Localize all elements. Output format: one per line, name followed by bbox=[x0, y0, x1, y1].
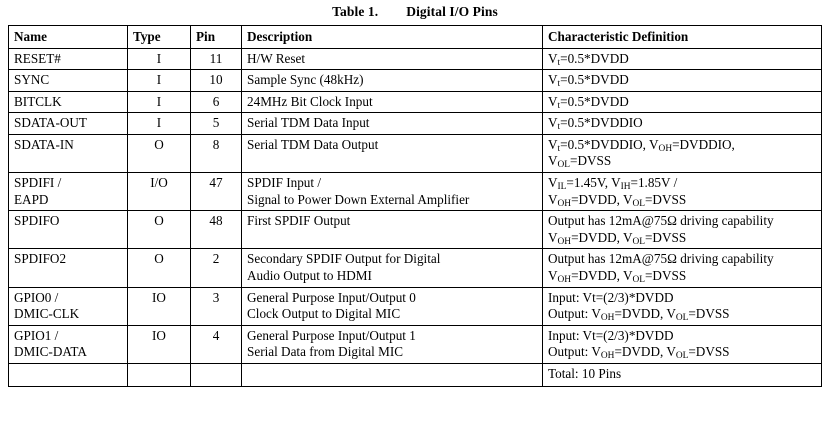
text-line: SPDIFO2 bbox=[14, 251, 67, 267]
text-line: Audio Output to HDMI bbox=[247, 267, 372, 283]
text-line: EAPD bbox=[14, 191, 49, 207]
cell-name bbox=[9, 249, 128, 287]
table-body bbox=[9, 48, 822, 386]
cell-description bbox=[242, 325, 543, 363]
text-line: Signal to Power Down External Amplifier bbox=[247, 191, 470, 207]
text-line: $V_t=0.5*DVDD$ bbox=[548, 93, 629, 111]
table-caption-number: Table 1. bbox=[332, 4, 379, 19]
column-header-name: Name bbox=[9, 26, 128, 49]
text-line: $V_{IL}=1.45V$, $V_{IH}=1.85V$ / bbox=[548, 175, 678, 193]
column-header-type: Type bbox=[128, 26, 191, 49]
cell-pin: 6 bbox=[191, 91, 242, 113]
cell-characteristic bbox=[543, 113, 822, 135]
cell-name bbox=[9, 91, 128, 113]
table-header bbox=[9, 26, 822, 49]
cell-pin: 47 bbox=[191, 173, 242, 211]
table-row bbox=[9, 48, 822, 70]
cell-name bbox=[9, 325, 128, 363]
cell-type: O bbox=[128, 211, 191, 249]
text-line: General Purpose Input/Output 1 bbox=[247, 327, 416, 343]
table-row bbox=[9, 325, 822, 363]
text-line: $V_t=0.5*DVDD$ bbox=[548, 50, 629, 68]
table-row bbox=[9, 211, 822, 249]
text-line: Serial TDM Data Output bbox=[247, 136, 379, 152]
cell-characteristic bbox=[543, 173, 822, 211]
cell-type bbox=[128, 363, 191, 386]
text-line: SDATA-IN bbox=[14, 136, 74, 152]
cell-pin: 5 bbox=[191, 113, 242, 135]
cell-description bbox=[242, 48, 543, 70]
table-row bbox=[9, 134, 822, 172]
cell-pin: 11 bbox=[191, 48, 242, 70]
text-line: Output has 12mA@75Ω driving capability bbox=[548, 251, 774, 267]
cell-description bbox=[242, 70, 543, 92]
text-line: DMIC-DATA bbox=[14, 344, 87, 360]
cell-pin: 2 bbox=[191, 249, 242, 287]
cell-characteristic bbox=[543, 134, 822, 172]
text-line: $V_{OL}=DVSS$ bbox=[548, 153, 612, 171]
table-header-row bbox=[9, 26, 822, 49]
text-line: DMIC-CLK bbox=[14, 306, 80, 322]
cell-type: I bbox=[128, 91, 191, 113]
text-line: $V_{OH}=DVDD$, $V_{OL}=DVSS$ bbox=[548, 191, 687, 209]
table-row bbox=[9, 287, 822, 325]
table-row bbox=[9, 249, 822, 287]
cell-name bbox=[9, 134, 128, 172]
text-line: H/W Reset bbox=[247, 50, 305, 66]
cell-characteristic bbox=[543, 48, 822, 70]
cell-name bbox=[9, 287, 128, 325]
cell-pin: 8 bbox=[191, 134, 242, 172]
text-line: SYNC bbox=[14, 72, 50, 88]
cell-pin: 48 bbox=[191, 211, 242, 249]
cell-description bbox=[242, 363, 543, 386]
cell-pin bbox=[191, 363, 242, 386]
cell-description bbox=[242, 211, 543, 249]
text-line: Clock Output to Digital MIC bbox=[247, 306, 401, 322]
cell-description bbox=[242, 134, 543, 172]
cell-characteristic bbox=[543, 287, 822, 325]
cell-type: I bbox=[128, 113, 191, 135]
table-caption bbox=[0, 4, 830, 20]
column-header-description: Description bbox=[242, 26, 543, 49]
text-line: Output: $V_{OH}=DVDD$, $V_{OL}=DVSS$ bbox=[548, 306, 730, 324]
table-row bbox=[9, 70, 822, 92]
cell-type: IO bbox=[128, 287, 191, 325]
text-line: General Purpose Input/Output 0 bbox=[247, 289, 416, 305]
text-line: Sample Sync (48kHz) bbox=[247, 72, 364, 88]
text-line: RESET# bbox=[14, 50, 61, 66]
table-total-row bbox=[9, 363, 822, 386]
cell-pin: 10 bbox=[191, 70, 242, 92]
cell-name bbox=[9, 113, 128, 135]
cell-description bbox=[242, 91, 543, 113]
document-page bbox=[0, 4, 830, 445]
cell-characteristic bbox=[543, 249, 822, 287]
cell-characteristic bbox=[543, 211, 822, 249]
table-row bbox=[9, 91, 822, 113]
text-line: $V_t=0.5*DVDD$ bbox=[548, 72, 629, 90]
text-line: Output has 12mA@75Ω driving capability bbox=[548, 213, 774, 229]
cell-characteristic bbox=[543, 325, 822, 363]
text-line: SPDIFO bbox=[14, 213, 60, 229]
column-header-characteristic: Characteristic Definition bbox=[543, 26, 822, 49]
text-line: Input: Vt=(2/3)*DVDD bbox=[548, 327, 674, 343]
cell-pin: 3 bbox=[191, 287, 242, 325]
text-line: SPDIFI / bbox=[14, 175, 62, 191]
cell-name bbox=[9, 363, 128, 386]
table-row bbox=[9, 113, 822, 135]
table-caption-title: Digital I/O Pins bbox=[406, 4, 498, 19]
text-line: 24MHz Bit Clock Input bbox=[247, 93, 373, 109]
text-line: Serial TDM Data Input bbox=[247, 115, 370, 131]
cell-description bbox=[242, 113, 543, 135]
cell-total-pins: Total: 10 Pins bbox=[543, 363, 822, 386]
text-line: SPDIF Input / bbox=[247, 175, 322, 191]
cell-type: I/O bbox=[128, 173, 191, 211]
text-line: Serial Data from Digital MIC bbox=[247, 344, 404, 360]
text-line: SDATA-OUT bbox=[14, 115, 87, 131]
cell-description bbox=[242, 249, 543, 287]
text-line: Secondary SPDIF Output for Digital bbox=[247, 251, 441, 267]
text-line: GPIO1 / bbox=[14, 327, 59, 343]
cell-type: IO bbox=[128, 325, 191, 363]
cell-type: O bbox=[128, 249, 191, 287]
cell-name bbox=[9, 70, 128, 92]
cell-characteristic bbox=[543, 91, 822, 113]
cell-description bbox=[242, 287, 543, 325]
text-line: Input: Vt=(2/3)*DVDD bbox=[548, 289, 674, 305]
cell-type: I bbox=[128, 70, 191, 92]
cell-name bbox=[9, 48, 128, 70]
text-line: $V_{OH}=DVDD$, $V_{OL}=DVSS$ bbox=[548, 267, 687, 285]
text-line: GPIO0 / bbox=[14, 289, 59, 305]
text-line: $V_t=0.5*DVDDIO$, $V_{OH}=DVDDIO$, bbox=[548, 136, 735, 154]
cell-description bbox=[242, 173, 543, 211]
text-line: BITCLK bbox=[14, 93, 62, 109]
text-line: $V_t=0.5*DVDDIO$ bbox=[548, 115, 643, 133]
cell-name bbox=[9, 211, 128, 249]
text-line: $V_{OH}=DVDD$, $V_{OL}=DVSS$ bbox=[548, 229, 687, 247]
cell-name bbox=[9, 173, 128, 211]
cell-type: I bbox=[128, 48, 191, 70]
table-row bbox=[9, 173, 822, 211]
digital-io-pins-table bbox=[8, 25, 822, 387]
column-header-pin: Pin bbox=[191, 26, 242, 49]
cell-characteristic bbox=[543, 70, 822, 92]
text-line: First SPDIF Output bbox=[247, 213, 351, 229]
cell-type: O bbox=[128, 134, 191, 172]
text-line: Output: $V_{OH}=DVDD$, $V_{OL}=DVSS$ bbox=[548, 344, 730, 362]
cell-pin: 4 bbox=[191, 325, 242, 363]
